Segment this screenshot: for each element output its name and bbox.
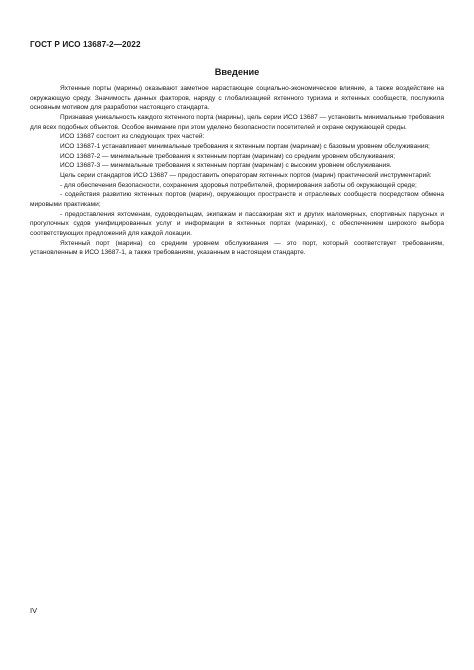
section-title: Введение (214, 67, 260, 77)
body-text (30, 84, 444, 258)
paragraph: Цель серии стандартов ИСО 13687 — предоставить операторам яхтенных портов (марин) практический инструментарий: (60, 171, 432, 179)
paragraph: ИСО 13687 состоит из следующих трех частей: (60, 133, 205, 141)
list-item: - содействия развитию яхтенных портов (марин), окружающих пространств и отраслевых сообществ посредством обмена мировыми практиками; (30, 191, 444, 208)
list-item: ИСО 13687-3 — минимальные требования к яхтенным портам (маринам) с высоким уровнем обслуживания. (60, 162, 392, 170)
list-item: ИСО 13687-2 — минимальные требования к яхтенным портам (маринам) со средним уровнем обслуживания; (60, 152, 396, 160)
list-item: ИСО 13687-1 устанавливает минимальные требования к яхтенным портам (маринам) с базовым уровнем обслуживания; (60, 142, 430, 150)
list-item: - для обеспечения безопасности, сохранения здоровья потребителей, формирования заботы об окружающей среде; (60, 181, 417, 189)
paragraph: Признавая уникальность каждого яхтенного порта (марины), цель серии ИСО 13687 — установить минимальные требования для всех подобных объектов. Особое внимание при этом уделено безопасности посетителей и охране окружающей среды. (30, 113, 444, 131)
list-item: - предоставления яхтсменам, судоводельцам, экипажам и пассажирам яхт и других маломерных, спортивных парусных и прогулочных судов унифицированных услуг и информации в яхтенных портах (маринах), с обеспечением широкого выбора соответствующих предложений для каждой локации. (30, 210, 444, 237)
document-header: ГОСТ Р ИСО 13687-2—2022 (30, 40, 141, 49)
paragraph: Яхтенные порты (марины) оказывают заметное нарастающее социально-экономическое влияние, а также воздействие на окружающую среду. Значимость данных факторов, наряду с глобализацией яхтенного туризма и яхтенных сообществ, послужила основным мотивом для разработки настоящего стандарта. (30, 85, 444, 112)
page-number: IV (30, 606, 38, 615)
paragraph: Яхтенный порт (марина) со средним уровнем обслуживания — это порт, который соответствует требованиям, установленным в ИСО 13687-1, а также требованиям, указанным в настоящем стандарте. (30, 239, 444, 257)
